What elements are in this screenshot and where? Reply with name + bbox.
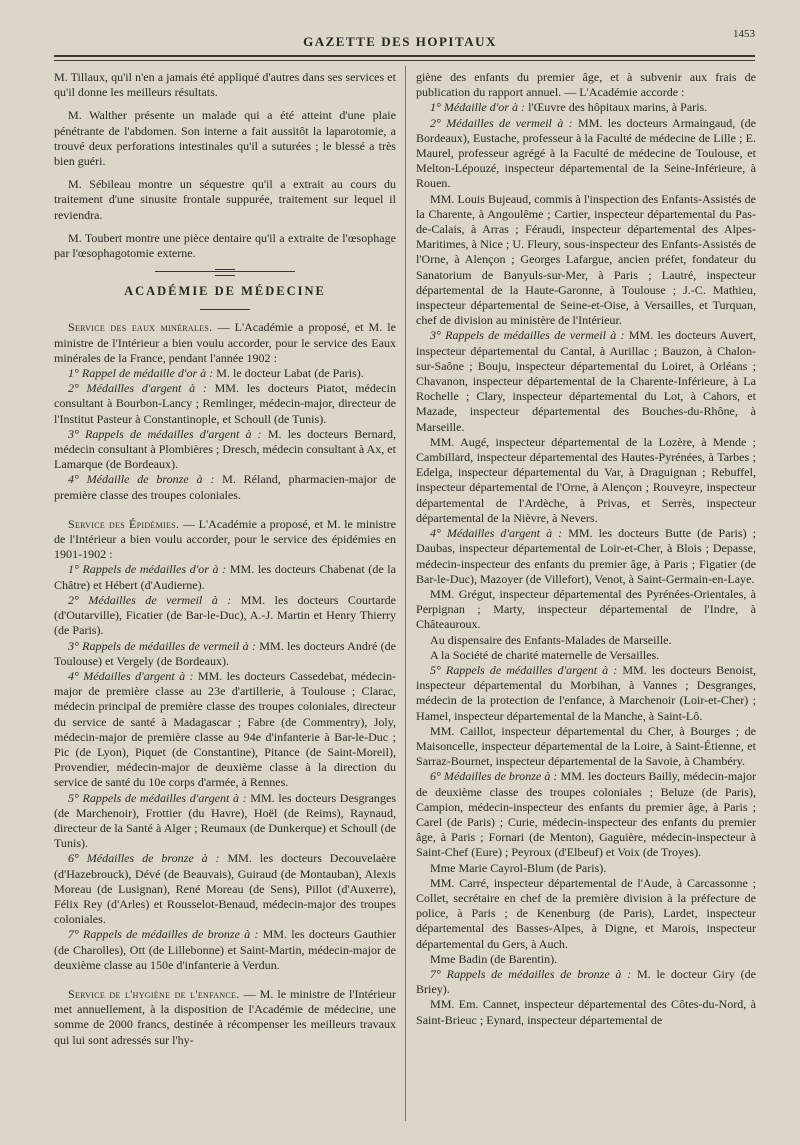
enfance-item-7: 7° Rappels de médailles de bronze à : M. le docteur Giry (de Briey). [416,966,756,997]
enfance-heading: Service de l'hygiène de l'enfance. [68,986,240,1001]
page-header-title: GAZETTE DES HOPITAUX [303,34,497,49]
enfance-continued: giène des enfants du premier âge, et à subvenir aux frais de publication du rapport annuel. — L'Académie accorde : [416,70,756,100]
epidemies-intro: Service des Épidémies. — L'Académie a proposé, et M. le ministre de l'Intérieur a bien voulu accorder, pour le service des épidémies en 1901-1902 : [54,516,396,562]
enfance-dispensaire: Au dispensaire des Enfants-Malades de Marseille. [430,632,672,647]
enfance-mm-3: MM. Grégut, inspecteur départemental des Pyrénées-Orientales, à Perpignan ; Marty, inspecteur départemental de l'Indre, à Châteauroux. [416,586,756,632]
section-heading-academie: ACADÉMIE DE MÉDECINE [124,284,326,299]
enfance-item-2: 2° Médailles de vermeil à : MM. les docteurs Armaingaud, (de Bordeaux), Eustache, professeur à la Faculté de médecine de Lille ; E. Maurel, professeur agrégé à la Faculté de médecine de Toulouse, et Melton-Lépouzé, inspecteur départemental de la Seine-Inférieure, à Rouen. [416,115,756,191]
epidemies-item-6: 6° Médailles de bronze à : MM. les docteurs Decouvelaère (d'Hazebrouck), Dévé (de Beauvais), Guiraud (de Montauban), Alexis Moreau (de Lusignan), René Moreau (de Sens), Pillot (d'Auxerre), Félix Rey (d'Arles) et Rousselot-Benaud, médecin-major des troupes coloniales. [54,851,396,927]
epidemies-item-2: 2° Médailles de vermeil à : MM. les docteurs Courtarde (d'Outarville), Ficatier (de Bar-le-Duc), A.-J. Martin et Henry Thierry (de Paris). [54,592,396,638]
enfance-mm-1: MM. Louis Bujeaud, commis à l'inspection des Enfants-Assistés de la Charente, à Angoulême ; Cartier, inspecteur départemental du Pas-de-Calais, à Arras ; Féraudi, inspecteur départemental des Alpes-Maritimes, à Nice ; U. Fleury, sous-inspecteur des Enfants-Assistés de l'Orne, à Alençon ; Georges Lafargue, ancien préfet, fondateur du Sanatorium de Banyuls-sur-Mer, à Paris ; Lautré, inspecteur départemental de la Haute-Garonne, à Toulouse ; J.-C. Mathieu, inspecteur départemental de Seine-et-Oise, à Versailles, et Turquan, chef de division au ministère de l'Intérieur. [416,191,756,328]
section-separator [155,271,295,272]
right-column [416,70,756,1028]
enfance-item-1: 1° Médaille d'or à : l'Œuvre des hôpitaux marins, à Paris. [430,100,708,115]
enfance-mme-1: Mme Marie Cayrol-Blum (de Paris). [430,860,607,875]
enfance-item-3: 3° Rappels de médailles de vermeil à : MM. les docteurs Auvert, inspecteur départemental du Cantal, à Aurillac ; Bauzon, à Chalon-sur-Saône ; Bouju, inspecteur départemental du Loiret, à Orléans ; Chavanon, inspecteur départemental de la Charente-Inférieure, à La Rochelle ; Clary, inspecteur départemental du Lot, à Cahors, et Mazade, inspecteur départemental des Bouches-du-Rhône, à Marseille. [416,328,756,434]
epidemies-item-5: 5° Rappels de médailles d'argent à : MM. les docteurs Desgranges (de Marchenoir), Frottier (du Havre), Hoël (de Reims), Raynaud, directeur de la Santé à Alger ; Reumaux (de Dunkerque) et Schoull (de Tunis). [54,790,397,851]
epidemies-item-3: 3° Rappels de médailles de vermeil à : MM. les docteurs André (de Toulouse) et Vergely (de Bordeaux). [54,638,396,668]
paragraph-toubert: M. Toubert montre une pièce dentaire qu'il a extraite de l'œsophage par l'œsophagotomie externe. [54,230,396,261]
column-divider [405,66,406,1121]
header-rule-thin [54,60,755,61]
eaux-item-4: 4° Médaille de bronze à : M. Réland, pharmacien-major de première classe des troupes coloniales. [54,472,397,502]
epidemies-item-7: 7° Rappels de médailles de bronze à : MM. les docteurs Gauthier (de Charolles), Ott (de Lillebonne) et Saint-Martin, médecin-major de deuxième classe au 150e d'infanterie à Verdun. [54,927,396,972]
eaux-heading: Service des eaux minérales. [68,320,213,335]
enfance-item-6: 6° Médailles de bronze à : MM. les docteurs Bailly, médecin-major de deuxième classe des troupes coloniales ; Beluze (de Paris), Campion, médecin-inspecteur des enfants du premier âge, à Paris ; Carel (de Paris) ; Curie, médecin-inspecteur des enfants du premier âge, à Paris ; Fornari (de Menton), Gaguière, médecin-inspecteur à Saint-Chef (Eure) ; Peyroux (d'Elbeuf) et Voix (de Troyes). [416,769,756,860]
page-number: 1453 [733,28,755,40]
heading-underline [200,309,250,310]
paragraph-walther: M. Walther présente un malade qui a été atteint d'une plaie pénétrante de l'abdomen. Son interne a fait aussitôt la laparotomie, a trouvé deux perforations intestinales qu'il a suturées ; le blessé a très bien guéri. [54,108,396,169]
left-column [54,70,396,1048]
paragraph-sebileau: M. Sébileau montre un séquestre qu'il a extrait au cours du traitement d'une sinusite frontale suppurée, traitement sur lequel il reviendra. [54,177,396,222]
paragraph-tillaux: M. Tillaux, qu'il n'en a jamais été appliqué d'autres dans ses services et qu'il donne les meilleurs résultats. [54,70,396,100]
enfance-mme-2: Mme Badin (de Barentin). [430,951,558,966]
enfance-mm-6: MM. Em. Cannet, inspecteur départemental des Côtes-du-Nord, à Saint-Brieuc ; Eynard, inspecteur départemental de [416,997,756,1027]
enfance-item-5: 5° Rappels de médailles d'argent à : MM. les docteurs Benoist, inspecteur départemental du Morbihan, à Vannes ; Desgranges, médecin de la protection de l'enfance, à Marchenoir (Loir-et-Cher) ; Hamel, inspecteur départemental de la Manche, à Saint-Lô. [416,662,757,723]
header-rule [54,55,755,57]
enfance-item-4: 4° Médailles d'argent à : MM. les docteurs Butte (de Paris) ; Daubas, inspecteur départemental de Loir-et-Cher, à Blois ; Depasse, médecin-inspecteur des enfants du premier âge, à Paris ; Figatier (de Bar-le-Duc), Mazoyer (de Villefort), Venot, à Saint-Germain-en-Laye. [416,526,756,586]
epidemies-heading: Service des Épidémies. [68,516,180,531]
epidemies-item-1: 1° Rappels de médailles d'or à : MM. les docteurs Chabenat (de la Châtre) et Hébert (d'Audierne). [54,562,396,592]
enfance-mm-4: MM. Caillot, inspecteur départemental du Cher, à Bourges ; de Maisoncelle, inspecteur départemental de la Loire, à Saint-Étienne, et Sarraz-Bournet, inspecteur départemental de la Savoie, à Chambéry. [416,723,756,769]
eaux-item-2: 2° Médailles d'argent à : MM. les docteurs Piatot, médecin consultant à Bourbon-Lancy ; Remlinger, médecin-major, directeur de l'Institut Pasteur à Constantinople, et Schoull (de Tunis). [54,381,396,426]
enfance-mm-5: MM. Carré, inspecteur départemental de l'Aude, à Carcassonne ; Collet, secrétaire en chef de la première division à la préfecture de police, à Paris ; de Kenenburg (de Paris), Lardet, inspecteur départemental des Basses-Alpes, à Digne, et Marois, inspecteur départemental du Gers, à Auch. [416,875,756,951]
eaux-item-3: 3° Rappels de médailles d'argent à : M. les docteurs Bernard, médecin consultant à Plombières ; Dresch, médecin consultant à Ax, et Lamarque (de Bordeaux). [54,426,397,472]
eaux-item-1: 1° Rappel de médaille d'or à : M. le docteur Labat (de Paris). [68,366,364,381]
enfance-intro: Service de l'hygiène de l'enfance. — M. le ministre de l'Intérieur met annuellement, à la disposition de l'Académie de médecine, une somme de 2000 francs, destinée à récompenser les meilleurs travaux qui lui sont adressés sur l'hy- [54,986,396,1047]
enfance-mm-2: MM. Augé, inspecteur départemental de la Lozère, à Mende ; Cambillard, inspecteur départemental des Hautes-Pyrénées, à Tarbes ; Edelga, inspecteur départemental du Var, à Draguignan ; Rebuffel, inspecteur départemental de l'Orne, à Alençon ; Rouveyre, inspecteur départemental de l'Ardèche, à Privas, et Serrès, inspecteur départemental de la Nièvre, à Nevers. [416,434,756,525]
eaux-intro: Service des eaux minérales. — L'Académie a proposé, et M. le ministre de l'Intérieur a bien voulu accorder, pour le service des Eaux minérales de la France, pendant l'année 1902 : [54,320,397,365]
enfance-societe: A la Société de charité maternelle de Versailles. [430,647,660,662]
epidemies-item-4: 4° Médailles d'argent à : MM. les docteurs Cassedebat, médecin-major de première classe au 23e d'artillerie, à Toulouse ; Clarac, médecin principal de première classe des troupes coloniales, directeur du service de santé à Madagascar ; Fabre (de Commentry), Joly, médecin-major de première classe au 94e d'infanterie à Bar-le-Duc ; Pic (de Lyon), Piquet (de Constantine), Pitance (de Saint-Moreil), Provendier, médecin-major de deuxième classe à la direction du service de santé du 10e corps d'armée, à Rennes. [54,668,396,790]
